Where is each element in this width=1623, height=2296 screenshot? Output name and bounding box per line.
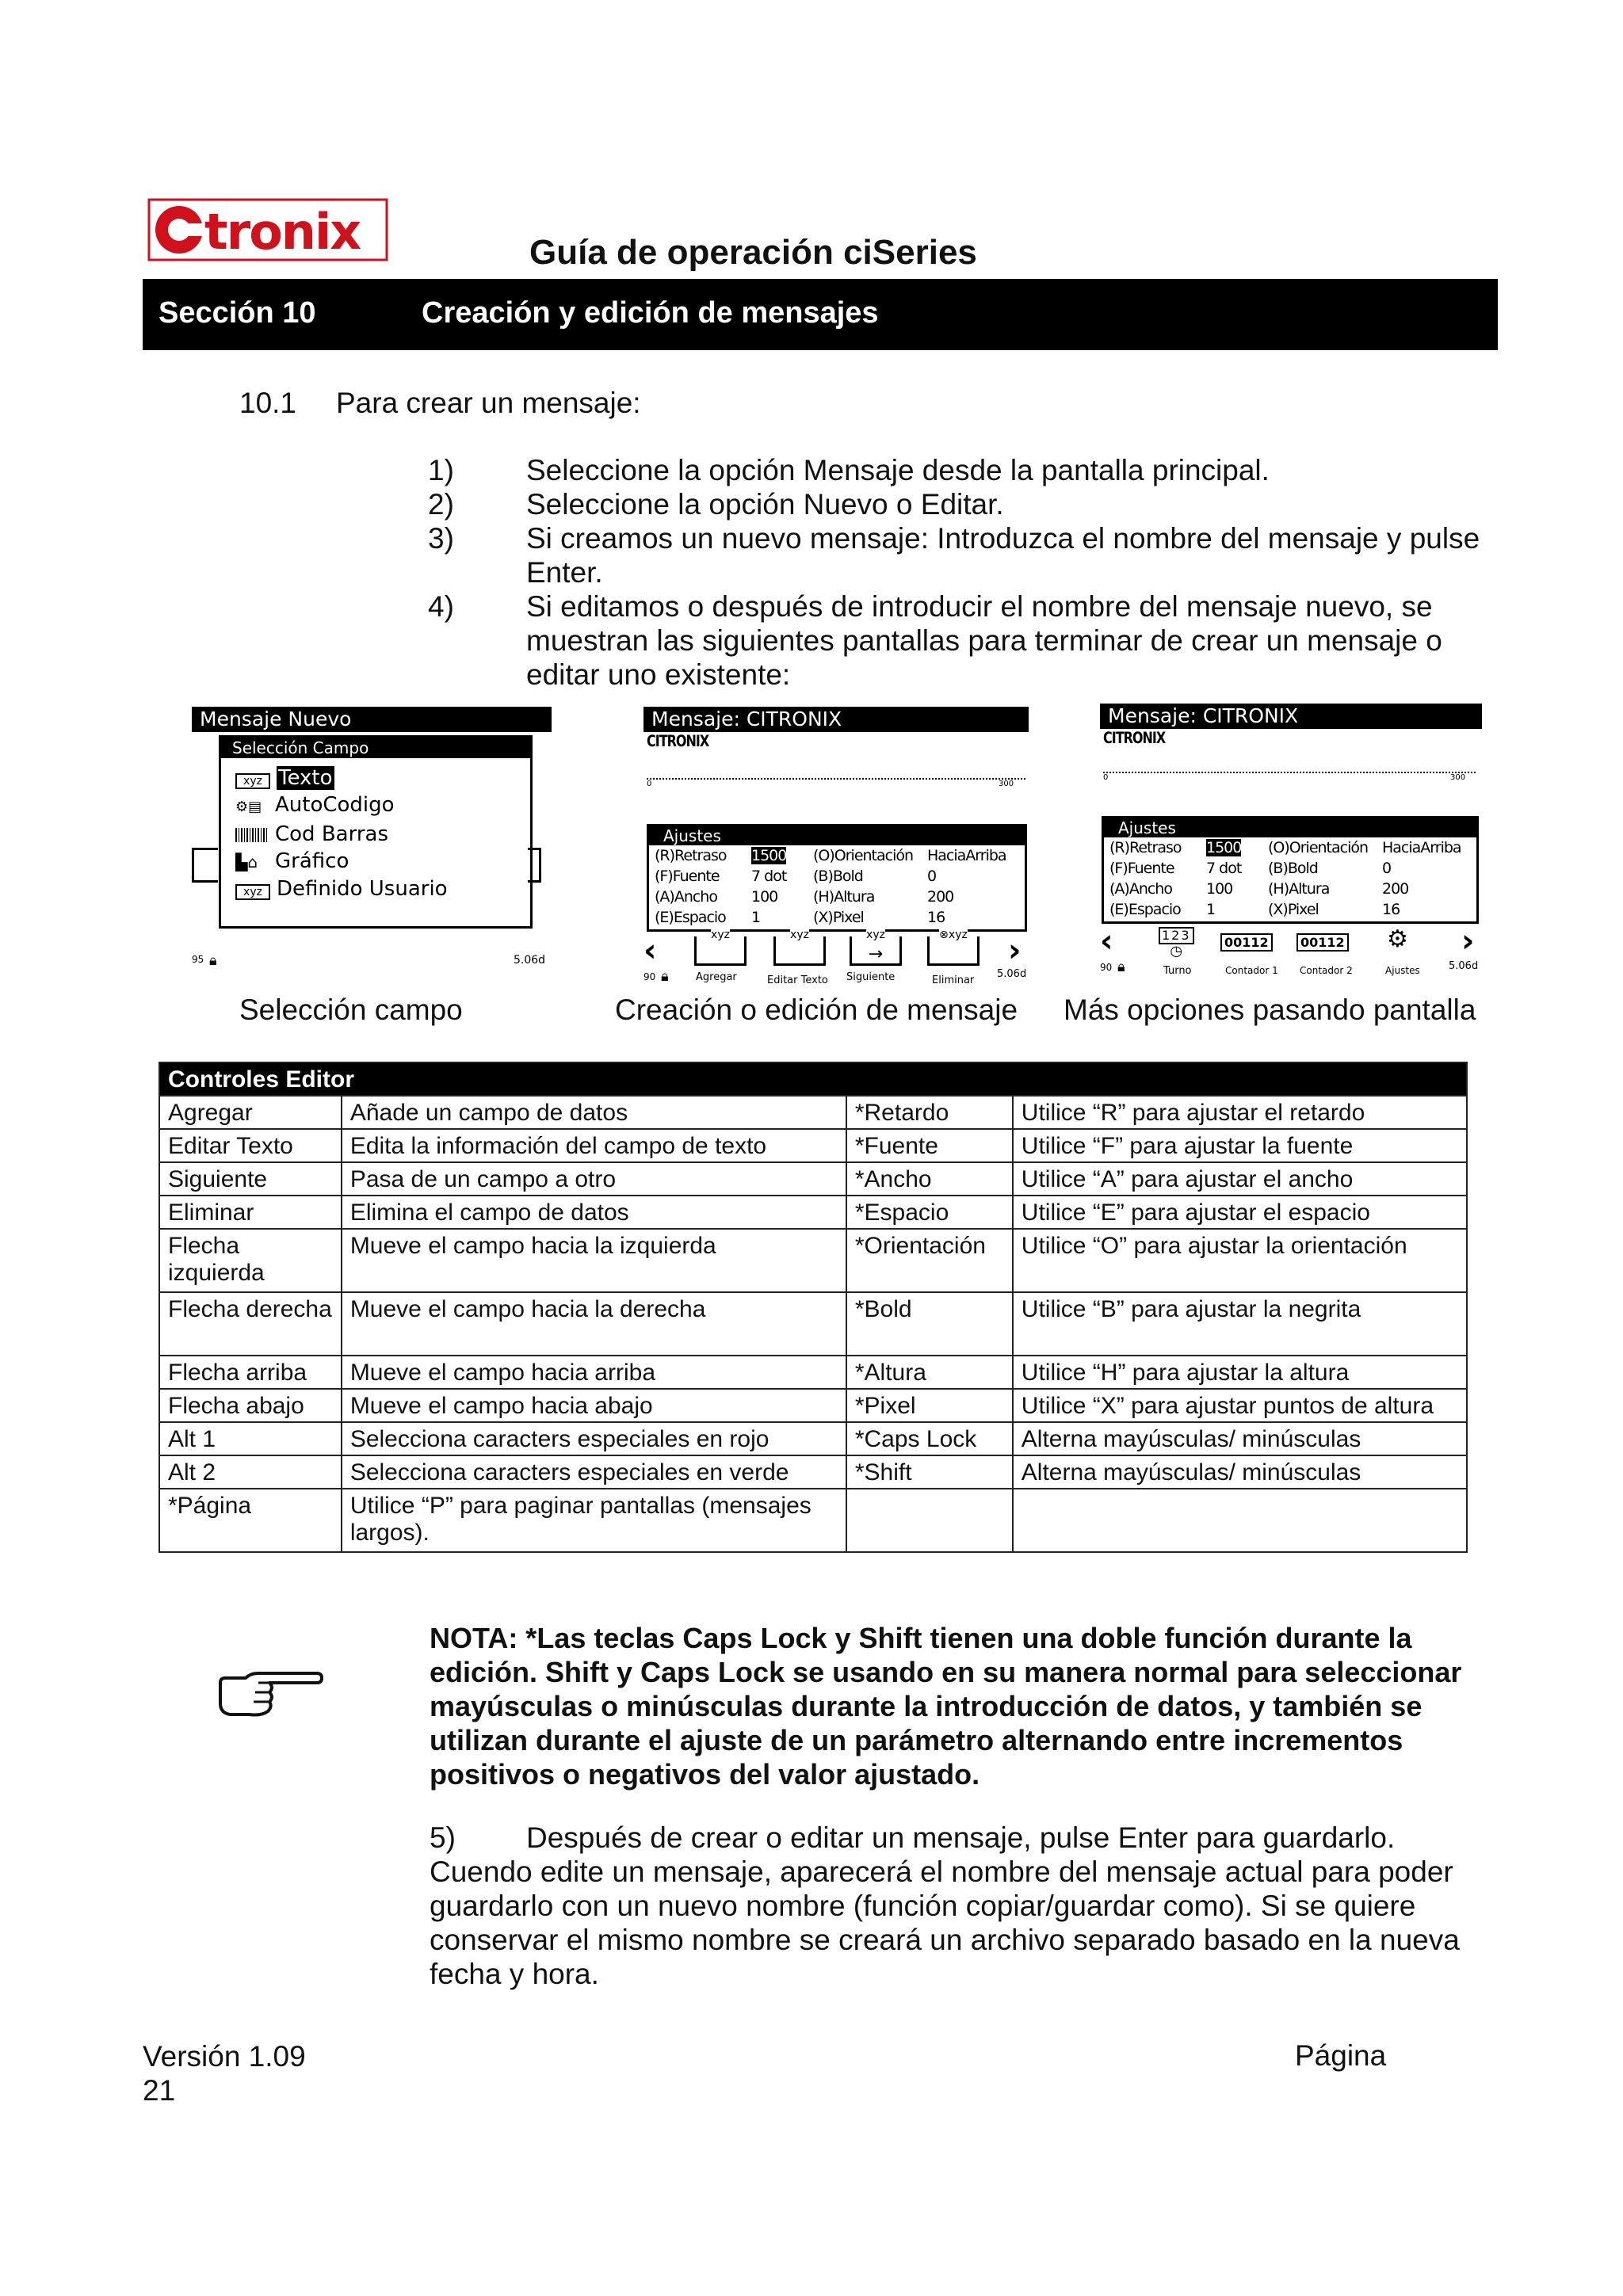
lock-icon: 🔒︎ [1117, 959, 1125, 975]
table-row [159, 1229, 1467, 1292]
table-row [159, 1162, 1467, 1196]
citronix-logo [147, 196, 390, 263]
param-value[interactable]: 1 [751, 909, 761, 926]
param-value[interactable]: HaciaArriba [927, 847, 1006, 864]
param-label: (O)Orientación [813, 847, 914, 864]
footer-page-label: Página [1295, 2039, 1387, 2072]
graphic-icon: ▙⌂ [235, 852, 258, 871]
param-label: (A)Ancho [655, 888, 717, 906]
version-text: Versión 1.09 [143, 2040, 306, 2073]
footer-version [143, 2039, 306, 2107]
table-cell: Mueve el campo hacia la izquierda [342, 1229, 846, 1292]
adjust-panel [647, 824, 1027, 932]
shift-icon[interactable] [1159, 927, 1194, 959]
table-cell: *Espacio [846, 1196, 1013, 1229]
param-label: (X)Pixel [813, 909, 864, 926]
param-value[interactable]: 200 [1382, 880, 1409, 898]
clock-icon: ◷ [1170, 943, 1183, 959]
table-cell: Alterna mayúsculas/ minúsculas [1013, 1422, 1467, 1455]
step-5 [430, 1821, 1491, 1991]
screen3-title: Mensaje: CITRONIX [1100, 704, 1482, 729]
param-value[interactable]: 200 [927, 888, 954, 906]
table-cell: Utilice “F” para ajustar la fuente [1013, 1129, 1467, 1162]
table-cell: Flecha izquierda [159, 1229, 342, 1292]
table-cell: Pasa de un campo a otro [342, 1162, 846, 1196]
param-label: (B)Bold [813, 868, 863, 885]
param-label: (O)Orientación [1268, 839, 1369, 856]
table-cell: *Altura [846, 1356, 1013, 1389]
settings-icon[interactable]: ⚙︎ [1387, 925, 1408, 953]
add-field-icon[interactable]: xyz [694, 936, 747, 966]
table-cell: Utilice “E” para ajustar el espacio [1013, 1196, 1467, 1229]
step-text: Seleccione la opción Mensaje desde la pantalla principal. [526, 454, 1270, 486]
adjust-params [654, 845, 1007, 928]
table-cell: Siguiente [159, 1162, 342, 1196]
screen-more-options [1100, 704, 1484, 989]
adjust-panel [1102, 816, 1479, 924]
table-cell: Utilice “A” para ajustar el ancho [1013, 1162, 1467, 1196]
delete-field-icon[interactable]: ⊗xyz [927, 936, 980, 966]
ruler [1103, 764, 1476, 773]
menu-item-label: Texto [278, 766, 333, 790]
chevron-left-icon[interactable]: ‹ [643, 933, 657, 969]
left-num: 90 [1100, 962, 1113, 973]
ruler-start: 0 [1103, 773, 1109, 782]
xyz-icon: xyz [235, 884, 270, 900]
ruler-start: 0 [647, 780, 652, 788]
table-cell: Selecciona caracters especiales en rojo [342, 1422, 846, 1455]
menu-item-graphic[interactable] [235, 848, 530, 875]
autocode-icon: ⚙▤ [235, 799, 262, 815]
table-cell: Mueve el campo hacia abajo [342, 1389, 846, 1422]
caption-more-options: Más opciones pasando pantalla [1064, 994, 1476, 1026]
button-label-counter2: Contador 2 [1300, 965, 1353, 976]
subsection-heading [239, 387, 641, 420]
param-label: (E)Espacio [655, 909, 726, 926]
table-cell: Alterna mayúsculas/ minúsculas [1013, 1455, 1467, 1489]
table-cell: Utilice “B” para ajustar la negrita [1013, 1292, 1467, 1356]
menu-item-label: Cod Barras [275, 822, 388, 846]
counter1-value: 00112 [1224, 935, 1269, 950]
param-value[interactable]: 1 [1206, 901, 1216, 918]
param-label: (F)Fuente [1109, 860, 1174, 877]
menu-item-label: AutoCodigo [275, 793, 395, 817]
button-label-settings: Ajustes [1385, 965, 1420, 976]
param-label: (X)Pixel [1268, 901, 1319, 918]
step-number: 4) [428, 590, 454, 623]
table-cell: *Bold [846, 1292, 1013, 1356]
chevron-right-icon[interactable]: › [1461, 923, 1475, 959]
table-cell: Flecha abajo [159, 1389, 342, 1422]
step-number: 2) [428, 488, 454, 521]
param-value[interactable]: 100 [751, 888, 778, 906]
version-label: 5.06d [514, 954, 546, 967]
table-cell: Eliminar [159, 1196, 342, 1229]
table-cell: *Caps Lock [846, 1422, 1013, 1455]
counter2-icon[interactable] [1296, 933, 1349, 952]
param-value[interactable]: 7 dot [751, 868, 787, 885]
table-row [159, 1356, 1467, 1389]
param-label: (R)Retraso [1109, 839, 1182, 856]
step-item [428, 453, 1490, 487]
param-value[interactable]: 100 [1206, 880, 1233, 898]
step-item [428, 487, 1490, 521]
screen-field-selection [192, 707, 552, 981]
screen2-title: Mensaje: CITRONIX [643, 707, 1029, 732]
table-header-row [159, 1062, 1467, 1096]
table-cell: *Orientación [846, 1229, 1013, 1292]
param-value[interactable]: HaciaArriba [1382, 839, 1461, 856]
param-label: (B)Bold [1268, 860, 1318, 877]
menu-item-user-defined[interactable] [235, 875, 530, 902]
table-row [159, 1389, 1467, 1422]
pointing-hand-icon [214, 1667, 325, 1722]
section-number: Sección 10 [158, 296, 316, 330]
message-preview: CITRONIX [647, 732, 709, 750]
table-title: Controles Editor [159, 1062, 1467, 1096]
button-label-next: Siguiente [846, 971, 896, 983]
table-cell: Agregar [159, 1096, 342, 1129]
note-text: NOTA: *Las teclas Caps Lock y Shift tienen una doble función durante la edición. Shift y Caps Lock se usando en su manera normal para seleccionar mayúsculas o minúsculas durante la introducción de datos, y también se utilizan durante el ajuste de un parámetro alternando entre incrementos positivos o negativos del valor ajustado. [430, 1622, 1462, 1791]
subsection-title: Para crear un mensaje: [336, 387, 641, 419]
table-cell: Edita la información del campo de texto [342, 1129, 846, 1162]
table-cell: Utilice “P” para paginar pantallas (mensajes largos). [342, 1489, 846, 1552]
table-cell: Alt 2 [159, 1455, 342, 1489]
button-label-counter1: Contador 1 [1225, 965, 1278, 976]
adjust-title: Ajustes [649, 826, 1025, 845]
menu-title: Selección Campo [221, 738, 530, 758]
caption-message-edit: Creación o edición de mensaje [615, 994, 1018, 1026]
right-bracket [528, 848, 541, 883]
menu-item-label: Gráfico [275, 849, 349, 873]
table-cell: *Ancho [846, 1162, 1013, 1196]
table-cell: Alt 1 [159, 1422, 342, 1455]
screen-message-edit [643, 707, 1030, 992]
xyz-icon: xyz [235, 773, 270, 789]
table-cell: Flecha derecha [159, 1292, 342, 1356]
table-cell [1013, 1489, 1467, 1552]
step-number: 1) [428, 454, 454, 486]
param-value[interactable]: 0 [1382, 860, 1392, 877]
table-cell: Utilice “R” para ajustar el retardo [1013, 1096, 1467, 1129]
param-label: (R)Retraso [655, 847, 727, 864]
version-label: 5.06d [997, 968, 1027, 980]
table-cell: *Retardo [846, 1096, 1013, 1129]
page-number: 21 [143, 2074, 176, 2107]
step-text: Seleccione la opción Nuevo o Editar. [526, 488, 1004, 521]
message-preview: CITRONIX [1103, 729, 1166, 747]
param-value-selected[interactable]: 1500 [751, 847, 787, 864]
step-item [428, 521, 1490, 589]
table-row [159, 1129, 1467, 1162]
section-title: Creación y edición de mensajes [422, 296, 879, 330]
table-cell: *Página [159, 1489, 342, 1552]
step-text: Si editamos o después de introducir el nombre del mensaje nuevo, se muestran las siguientes pantallas para terminar de crear un mensaje o editar uno existente: [526, 590, 1442, 691]
param-value[interactable]: 7 dot [1206, 860, 1242, 877]
button-label-shift: Turno [1163, 965, 1192, 977]
section-header-bar [143, 279, 1498, 350]
ruler [647, 770, 1025, 780]
button-label-edit-text: Editar Texto [767, 974, 828, 986]
table-row [159, 1196, 1467, 1229]
step-number: 5) [430, 1821, 456, 1854]
left-num: 90 [643, 971, 656, 982]
step-item [428, 589, 1490, 692]
step-text: Después de crear o editar un mensaje, pulse Enter para guardarlo. Cuendo edite un mensaje, aparecerá el nombre del mensaje actual para poder guardarlo con un nuevo nombre (función copiar/guardar como). Si se quiere conservar el mismo nombre se creará un archivo separado basado en la nueva fecha y hora. [430, 1821, 1460, 1990]
counter1-icon[interactable] [1220, 933, 1273, 952]
table-cell: Utilice “H” para ajustar la altura [1013, 1356, 1467, 1389]
table-cell: Utilice “O” para ajustar la orientación [1013, 1229, 1467, 1292]
menu-item-barcode[interactable] [235, 821, 530, 848]
subsection-number: 10.1 [239, 387, 297, 419]
shift-digits: 123 [1159, 927, 1194, 944]
table-cell: Mueve el campo hacia la derecha [342, 1292, 846, 1356]
version-label: 5.06d [1449, 960, 1479, 972]
steps-list [428, 453, 1490, 692]
ruler-end: 300 [1450, 773, 1466, 782]
param-value[interactable]: 0 [927, 868, 937, 885]
param-value-selected[interactable]: 1500 [1206, 839, 1242, 856]
param-value[interactable]: 16 [927, 909, 945, 926]
button-label-delete: Eliminar [932, 974, 975, 986]
svg-text:tronix: tronix [204, 203, 361, 261]
lock-icon: 🔒︎ [661, 968, 669, 985]
table-row [159, 1455, 1467, 1489]
param-value[interactable]: 16 [1382, 901, 1400, 918]
table-cell: Elimina el campo de datos [342, 1196, 846, 1229]
screen1-title: Mensaje Nuevo [192, 707, 552, 732]
editor-controls-table [158, 1062, 1468, 1553]
table-cell: Utilice “X” para ajustar puntos de altura [1013, 1389, 1467, 1422]
table-cell: *Pixel [846, 1389, 1013, 1422]
left-bracket [192, 848, 218, 883]
menu-item-label: Definido Usuario [277, 877, 448, 901]
edit-text-icon[interactable]: xyz [773, 936, 826, 966]
table-cell: Selecciona caracters especiales en verde [342, 1455, 846, 1489]
table-row [159, 1489, 1467, 1552]
button-label-add: Agregar [696, 971, 737, 983]
table-row [159, 1292, 1467, 1356]
step-number: 3) [428, 522, 454, 555]
chevron-right-icon[interactable]: › [1008, 933, 1022, 969]
left-num: 95 [192, 954, 204, 965]
param-label: (A)Ancho [1109, 880, 1172, 898]
guide-title: Guía de operación ciSeries [529, 233, 977, 272]
menu-item-text[interactable] [235, 765, 530, 791]
param-label: (H)Altura [1268, 880, 1330, 898]
menu-item-autocode[interactable] [235, 791, 530, 821]
table-cell: Flecha arriba [159, 1356, 342, 1389]
next-field-icon[interactable]: xyz → [850, 936, 902, 966]
table-cell: Editar Texto [159, 1129, 342, 1162]
lock-icon: 🔒︎ [209, 952, 217, 969]
caption-field-selection: Selección campo [239, 994, 463, 1026]
table-cell: *Shift [846, 1455, 1013, 1489]
table-row [159, 1096, 1467, 1129]
table-cell: *Fuente [846, 1129, 1013, 1162]
step-text: Si creamos un nuevo mensaje: Introduzca el nombre del mensaje y pulse Enter. [526, 522, 1480, 589]
citronix-logo-graphic [147, 196, 390, 263]
chevron-left-icon[interactable]: ‹ [1100, 923, 1113, 959]
param-label: (F)Fuente [655, 868, 720, 885]
table-cell: Mueve el campo hacia arriba [342, 1356, 846, 1389]
barcode-icon [235, 828, 267, 842]
adjust-title: Ajustes [1104, 818, 1476, 837]
ruler-end: 300 [999, 780, 1014, 788]
table-row [159, 1422, 1467, 1455]
adjust-params [1109, 837, 1462, 920]
counter2-value: 00112 [1300, 935, 1345, 950]
field-selection-menu [219, 735, 533, 929]
table-cell [846, 1489, 1013, 1552]
table-cell: Añade un campo de datos [342, 1096, 846, 1129]
param-label: (H)Altura [813, 888, 875, 906]
param-label: (E)Espacio [1109, 901, 1181, 918]
